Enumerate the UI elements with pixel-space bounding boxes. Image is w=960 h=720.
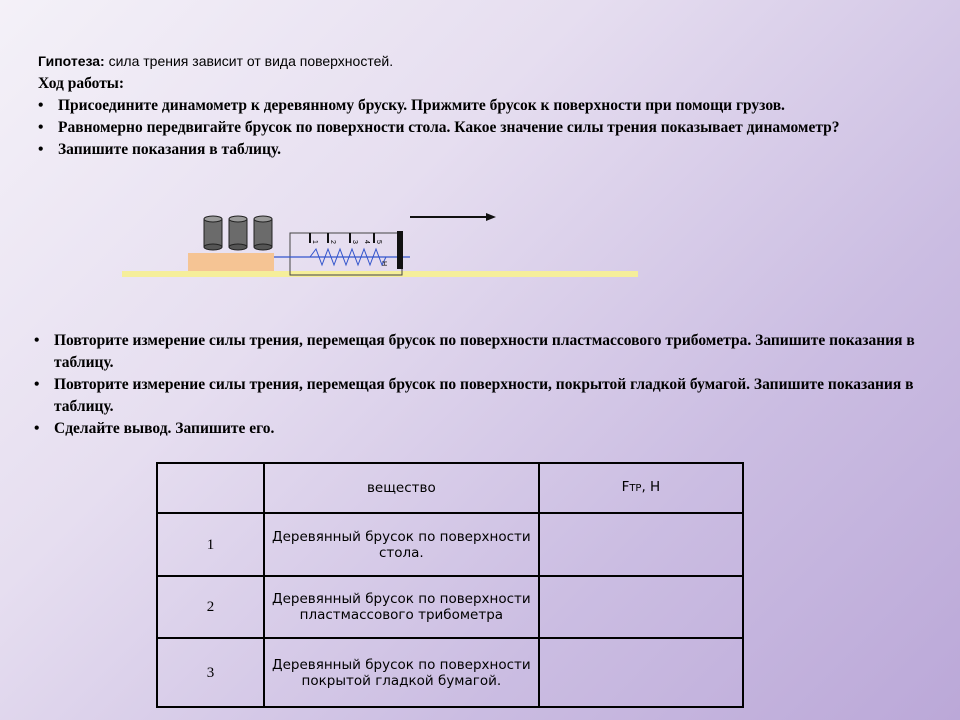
scale-mark: 2 — [329, 240, 336, 244]
scale-unit: Н — [380, 261, 387, 267]
table-surface — [122, 271, 638, 277]
scale-mark: 3 — [351, 240, 358, 244]
dynamometer-handle — [397, 231, 403, 269]
results-table — [156, 462, 744, 708]
step-item: • Равномерно передвигайте брусок по поверхности стола. Какое значение силы трения показывает динамометр? — [38, 117, 948, 139]
row-value-cell[interactable] — [539, 513, 743, 576]
step-item: • Сделайте вывод. Запишите его. — [34, 418, 934, 440]
header-cell-force — [539, 463, 743, 513]
row-number: 1 — [157, 513, 264, 576]
row-number: 2 — [157, 576, 264, 639]
hypothesis-text: сила трения зависит от вида поверхностей. — [104, 53, 394, 69]
force-unit: , Н — [641, 479, 661, 496]
table-header-row — [157, 463, 743, 513]
procedure-title: Ход работы: — [38, 75, 125, 92]
header-cell-substance: вещество — [264, 463, 539, 513]
force-symbol: F — [621, 479, 630, 496]
force-subscript: ТР — [629, 483, 642, 495]
scale-mark: 5 — [375, 240, 382, 244]
step-item: • Повторите измерение силы трения, перемещая брусок по поверхности пластмассового трибометра. Запишите показания в таблицу. — [34, 330, 934, 374]
header-cell-number — [157, 463, 264, 513]
hypothesis-label: Гипотеза: — [38, 53, 105, 69]
row-substance: Деревянный брусок по поверхности покрытой гладкой бумагой. — [264, 638, 539, 707]
apparatus-illustration — [120, 205, 650, 295]
weight-icon — [229, 216, 247, 250]
row-number: 3 — [157, 638, 264, 707]
table-row — [157, 638, 743, 707]
hypothesis-line — [38, 50, 948, 73]
row-value-cell[interactable] — [539, 638, 743, 707]
weight-icon — [204, 216, 222, 250]
steps-top-list — [38, 95, 948, 161]
step-item: • Присоедините динамометр к деревянному бруску. Прижмите брусок к поверхности при помощи грузов. — [38, 95, 948, 117]
instructions-bottom — [34, 330, 934, 440]
weights-group — [204, 216, 272, 250]
steps-bottom-list — [34, 330, 934, 440]
row-value-cell[interactable] — [539, 576, 743, 639]
direction-arrow-icon — [410, 213, 496, 221]
dynamometer-body — [290, 233, 402, 275]
table-row — [157, 576, 743, 639]
row-substance: Деревянный брусок по поверхности стола. — [264, 513, 539, 576]
scale-mark: 1 — [311, 240, 318, 244]
dynamometer — [274, 231, 410, 275]
wooden-block — [188, 253, 274, 271]
weight-icon — [254, 216, 272, 250]
step-item: • Повторите измерение силы трения, перемещая брусок по поверхности, покрытой гладкой бумагой. Запишите показания в таблицу. — [34, 374, 934, 418]
table-row — [157, 513, 743, 576]
row-substance: Деревянный брусок по поверхности пластмассового трибометра — [264, 576, 539, 639]
step-item: • Запишите показания в таблицу. — [38, 139, 948, 161]
scale-mark: 4 — [363, 240, 370, 244]
instructions-top — [38, 50, 948, 161]
